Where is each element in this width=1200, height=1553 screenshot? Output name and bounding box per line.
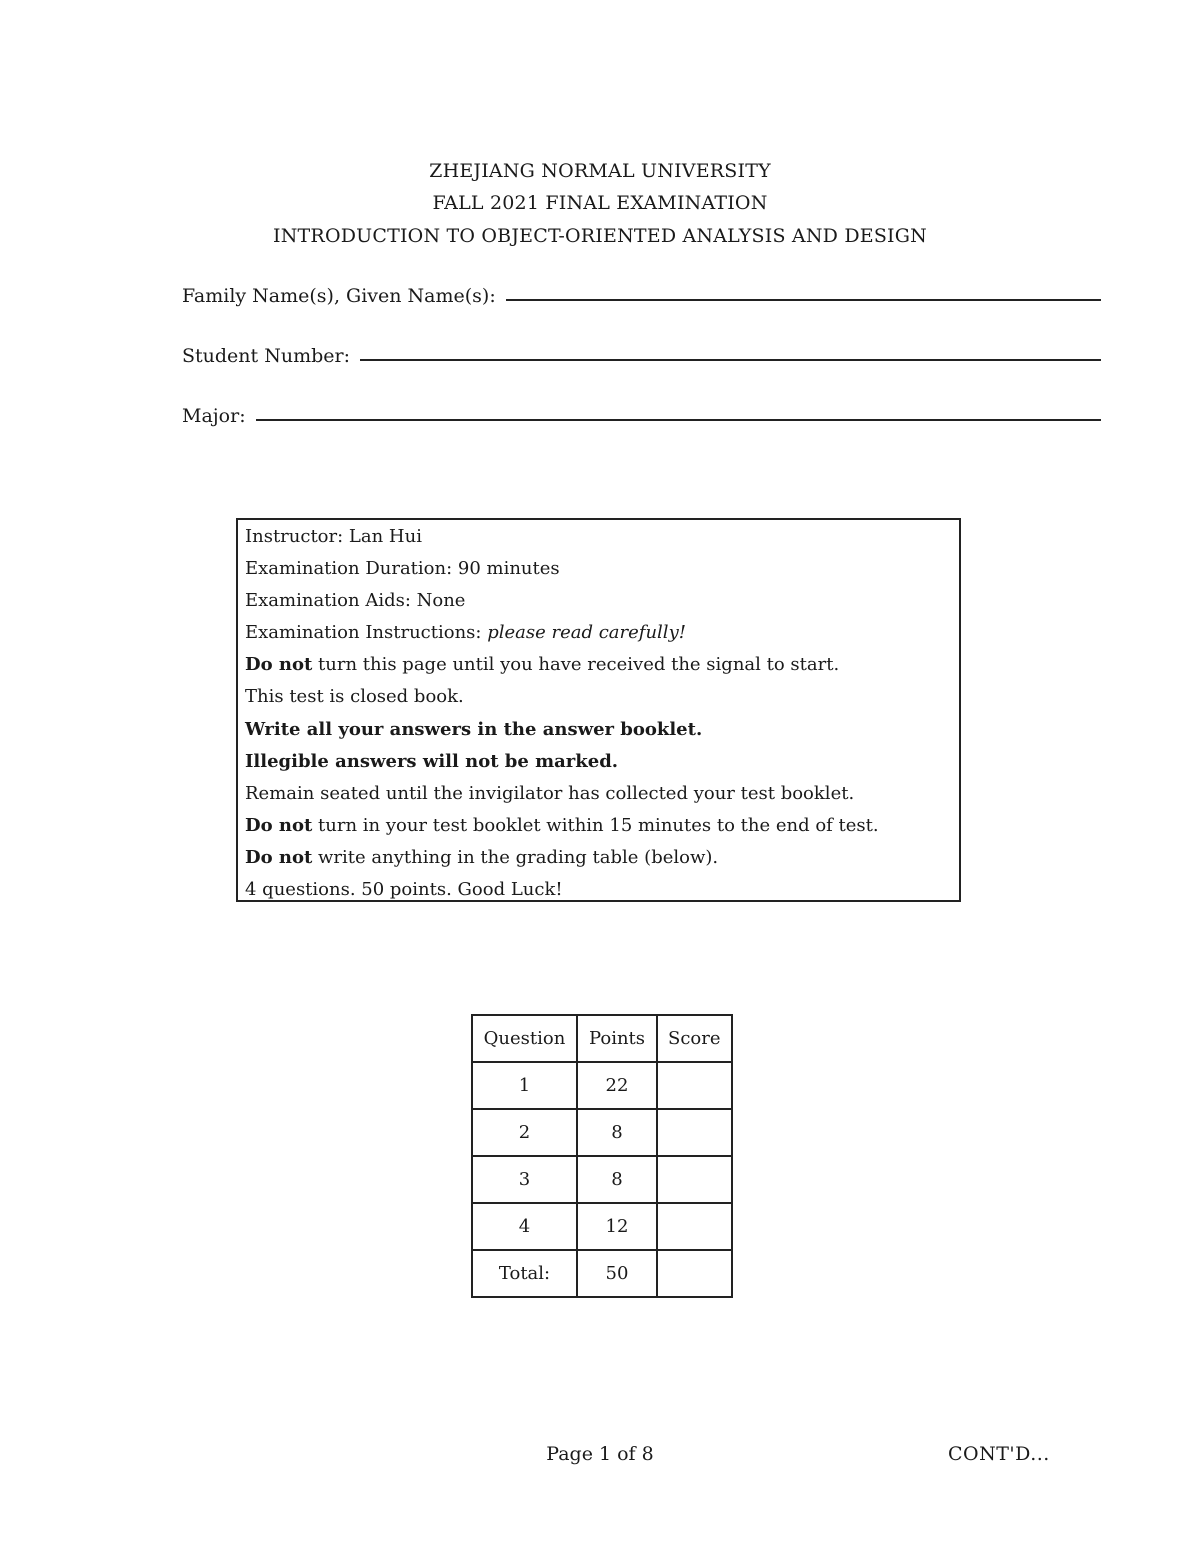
question-cell: 4	[472, 1203, 577, 1250]
instruction-item: This test is closed book.	[245, 686, 464, 708]
university-title: ZHEJIANG NORMAL UNIVERSITY	[429, 160, 771, 182]
instruction-item	[245, 650, 959, 682]
points-cell: 22	[577, 1062, 657, 1109]
instruction-emphasis: Do not	[245, 814, 313, 836]
table-row	[472, 1203, 732, 1250]
grading-table	[471, 1014, 733, 1298]
duration-line: Examination Duration: 90 minutes	[245, 558, 560, 580]
question-cell: 2	[472, 1109, 577, 1156]
score-cell	[657, 1203, 732, 1250]
table-row	[472, 1062, 732, 1109]
continued-marker: CONT'D...	[948, 1443, 1050, 1465]
major-label: Major:	[182, 405, 246, 427]
major-field	[182, 405, 1101, 427]
total-row	[472, 1250, 732, 1297]
total-score-cell	[657, 1250, 732, 1297]
instructor-line: Instructor: Lan Hui	[245, 526, 422, 547]
aids-line: Examination Aids: None	[245, 590, 466, 612]
student-number-field	[182, 345, 1101, 367]
student-number-blank-line[interactable]	[360, 358, 1101, 361]
instructions-heading-line	[245, 618, 959, 650]
instruction-item: 4 questions. 50 points. Good Luck!	[245, 879, 563, 901]
score-cell	[657, 1156, 732, 1203]
instructions-box	[236, 518, 961, 902]
course-title: INTRODUCTION TO OBJECT-ORIENTED ANALYSIS AND DESIGN	[273, 225, 927, 247]
table-row	[472, 1109, 732, 1156]
header-points: Points	[577, 1015, 657, 1062]
points-cell: 8	[577, 1109, 657, 1156]
instruction-text: write anything in the grading table (below).	[312, 846, 719, 868]
instruction-emphasis: Do not	[245, 846, 313, 868]
instructions-note: please read carefully!	[487, 622, 686, 644]
score-cell	[657, 1109, 732, 1156]
instruction-item	[245, 843, 959, 875]
student-number-label: Student Number:	[182, 345, 350, 367]
instruction-text: turn this page until you have received the signal to start.	[312, 654, 840, 676]
page-number: Page 1 of 8	[546, 1443, 654, 1465]
question-cell: 1	[472, 1062, 577, 1109]
header-question: Question	[472, 1015, 577, 1062]
table-row	[472, 1156, 732, 1203]
instruction-text: turn in your test booklet within 15 minutes to the end of test.	[312, 814, 879, 836]
instruction-item: Write all your answers in the answer booklet.	[245, 718, 703, 740]
instruction-emphasis: Do not	[245, 654, 313, 676]
exam-title: FALL 2021 FINAL EXAMINATION	[432, 192, 768, 214]
total-points-cell: 50	[577, 1250, 657, 1297]
name-field	[182, 285, 1101, 307]
score-cell	[657, 1062, 732, 1109]
instruction-item: Illegible answers will not be marked.	[245, 750, 619, 772]
grading-header-row	[472, 1015, 732, 1062]
instructions-label: Examination Instructions:	[245, 622, 488, 644]
points-cell: 12	[577, 1203, 657, 1250]
question-cell: 3	[472, 1156, 577, 1203]
name-blank-line[interactable]	[506, 298, 1101, 301]
instruction-item: Remain seated until the invigilator has collected your test booklet.	[245, 782, 855, 804]
header-score: Score	[657, 1015, 732, 1062]
points-cell: 8	[577, 1156, 657, 1203]
total-label-cell: Total:	[472, 1250, 577, 1297]
major-blank-line[interactable]	[256, 418, 1101, 421]
instruction-item	[245, 811, 959, 843]
name-field-label: Family Name(s), Given Name(s):	[182, 285, 496, 307]
